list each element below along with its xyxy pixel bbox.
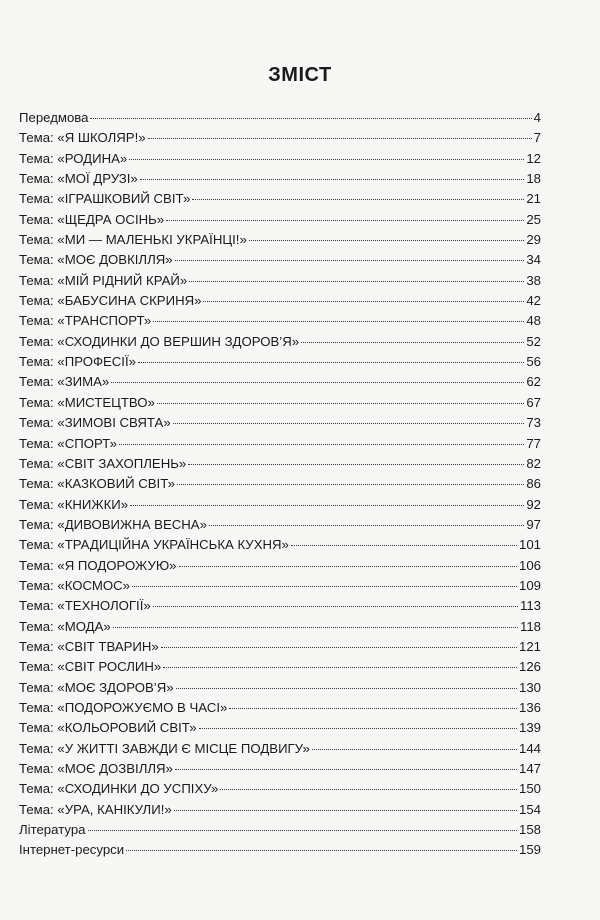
toc-entry-title: Інтернет-ресурси — [19, 842, 125, 858]
toc-page-number: 118 — [519, 618, 541, 634]
toc-entry-title: Тема: «ТРАНСПОРТ» — [19, 313, 152, 329]
toc-entry-title: Тема: «РОДИНА» — [19, 150, 128, 166]
toc-entry-title: Тема: «ПРОФЕСІЇ» — [19, 354, 136, 370]
dot-leader — [111, 382, 524, 383]
toc-page-number: 62 — [526, 374, 541, 390]
toc-entry-title: Передмова — [19, 110, 89, 125]
toc-page-number: 92 — [526, 496, 541, 512]
dot-leader — [119, 444, 524, 445]
toc-entry — [19, 576, 541, 596]
toc-entry-title: Тема: «ЗИМОВІ СВЯТА» — [19, 415, 171, 431]
toc-entry-title: Тема: «МОЇ ДРУЗІ» — [19, 171, 138, 187]
toc-entry-title: Тема: «СХОДИНКИ ДО УСПІХУ» — [19, 781, 219, 797]
toc-page-number: 25 — [526, 211, 541, 227]
toc-entry-title: Тема: «ТРАДИЦІЙНА УКРАЇНСЬКА КУХНЯ» — [19, 537, 289, 553]
dot-leader — [140, 179, 525, 180]
toc-entry — [19, 495, 541, 515]
dot-leader — [129, 159, 524, 160]
toc-page-number: 48 — [526, 313, 541, 329]
dot-leader — [209, 525, 524, 526]
toc-entry — [19, 372, 541, 392]
dot-leader — [312, 749, 517, 750]
toc-entry-title: Тема: «Я ПОДОРОЖУЮ» — [19, 557, 177, 573]
toc-entry-title: Тема: «КНИЖКИ» — [19, 496, 129, 512]
dot-leader — [301, 342, 524, 343]
toc-entry — [19, 271, 541, 291]
toc-entry — [19, 413, 541, 433]
toc-entry-title: Тема: «ЗИМА» — [19, 374, 110, 390]
toc-entry-title: Тема: «СВІТ РОСЛИН» — [19, 659, 162, 675]
toc-page-number: 77 — [526, 435, 541, 451]
dot-leader — [90, 118, 531, 119]
toc-entry — [19, 434, 541, 454]
dot-leader — [188, 464, 524, 465]
toc-page-number: 144 — [518, 740, 541, 756]
toc-page-number: 82 — [526, 455, 541, 471]
dot-leader — [179, 566, 517, 567]
toc-entry-title: Тема: «СВІТ ЗАХОПЛЕНЬ» — [19, 455, 187, 471]
toc-page-number: 67 — [526, 394, 541, 410]
dot-leader — [173, 423, 525, 424]
toc-entry — [19, 393, 541, 413]
dot-leader — [291, 545, 517, 546]
dot-leader — [113, 627, 518, 628]
toc-page-number: 113 — [519, 598, 541, 614]
toc-entry-title: Тема: «Я ШКОЛЯР!» — [19, 130, 146, 146]
toc-entry — [19, 515, 541, 535]
dot-leader — [157, 403, 524, 404]
toc-entry-title: Тема: «МОЄ ЗДОРОВ’Я» — [19, 679, 174, 695]
toc-entry — [19, 149, 541, 169]
dot-leader — [229, 708, 517, 709]
toc-page-number: 18 — [526, 171, 541, 187]
toc-entry-title: Тема: «ДИВОВИЖНА ВЕСНА» — [19, 516, 207, 532]
toc-page-number: 150 — [518, 781, 541, 797]
toc-entry-title: Тема: «МІЙ РІДНИЙ КРАЙ» — [19, 272, 188, 288]
dot-leader — [166, 220, 524, 221]
toc-page-number: 38 — [526, 272, 541, 288]
page-title: ЗМІСТ — [268, 64, 332, 86]
toc-entry — [19, 840, 541, 860]
toc-entry-title: Тема: «МОЄ ДОВКІЛЛЯ» — [19, 252, 173, 268]
toc-entry — [19, 230, 541, 250]
toc-page-number: 159 — [518, 842, 541, 858]
dot-leader — [88, 830, 517, 831]
toc-entry — [19, 189, 541, 209]
toc-entry — [19, 820, 541, 840]
dot-leader — [192, 199, 524, 200]
toc-page-number: 73 — [526, 415, 541, 431]
toc-entry — [19, 128, 541, 148]
toc-entry-title: Тема: «ЩЕДРА ОСІНЬ» — [19, 211, 165, 227]
toc-entry-title: Тема: «МИ — МАЛЕНЬКІ УКРАЇНЦІ!» — [19, 232, 247, 248]
toc-entry — [19, 759, 541, 779]
toc-entry — [19, 657, 541, 677]
toc-entry-title: Тема: «БАБУСИНА СКРИНЯ» — [19, 293, 202, 309]
toc-entry-title: Тема: «КОСМОС» — [19, 577, 130, 593]
toc-page-number: 29 — [526, 232, 541, 248]
dot-leader — [175, 260, 525, 261]
toc-entry — [19, 535, 541, 555]
toc-page-number: 158 — [518, 822, 541, 838]
toc-entry — [19, 779, 541, 799]
toc-entry — [19, 352, 541, 372]
toc-page-number: 109 — [518, 577, 541, 593]
toc-entry-title: Тема: «СВІТ ТВАРИН» — [19, 638, 159, 654]
dot-leader — [126, 850, 517, 851]
toc-entry-title: Тема: «СХОДИНКИ ДО ВЕРШИН ЗДОРОВ’Я» — [19, 333, 300, 349]
toc-entry-title: Тема: «КОЛЬОРОВИЙ СВІТ» — [19, 720, 197, 736]
dot-leader — [220, 789, 517, 790]
toc-entry — [19, 718, 541, 738]
toc-page-number: 101 — [518, 537, 541, 553]
dot-leader — [177, 484, 524, 485]
toc-page-number: 86 — [526, 476, 541, 492]
toc-page-number: 12 — [526, 150, 541, 166]
toc-entry-title: Література — [19, 822, 86, 838]
toc-page-number: 21 — [526, 191, 541, 207]
toc-entry-title: Тема: «КАЗКОВИЙ СВІТ» — [19, 476, 176, 492]
dot-leader — [153, 606, 518, 607]
dot-leader — [189, 281, 524, 282]
dot-leader — [130, 505, 524, 506]
dot-leader — [175, 769, 517, 770]
toc-page-number: 97 — [526, 516, 541, 532]
toc-page-number: 136 — [518, 699, 541, 715]
toc-page-number: 52 — [526, 333, 541, 349]
toc-entry — [19, 169, 541, 189]
toc-page-number: 106 — [518, 557, 541, 573]
toc-entry — [19, 210, 541, 230]
toc-entry-title: Тема: «СПОРТ» — [19, 435, 117, 451]
toc-entry — [19, 108, 541, 128]
toc-entry-title: Тема: «УРА, КАНІКУЛИ!» — [19, 801, 172, 817]
toc-page-number: 7 — [533, 130, 541, 146]
toc-page-number: 121 — [518, 638, 541, 654]
toc-entry-title: Тема: «МОДА» — [19, 618, 111, 634]
toc-page-number: 4 — [533, 110, 541, 125]
toc-entry — [19, 474, 541, 494]
dot-leader — [163, 667, 517, 668]
toc-entry — [19, 698, 541, 718]
toc-page-number: 34 — [526, 252, 541, 268]
dot-leader — [174, 810, 517, 811]
toc-entry — [19, 250, 541, 270]
toc-entry — [19, 556, 541, 576]
toc-entry-title: Тема: «ПОДОРОЖУЄМО В ЧАСІ» — [19, 699, 228, 715]
dot-leader — [249, 240, 525, 241]
toc-entry-title: Тема: «МИСТЕЦТВО» — [19, 394, 155, 410]
dot-leader — [199, 728, 517, 729]
toc-entry — [19, 739, 541, 759]
dot-leader — [138, 362, 524, 363]
toc-entry — [19, 617, 541, 637]
toc-entry — [19, 596, 541, 616]
toc-entry — [19, 291, 541, 311]
toc-entry — [19, 332, 541, 352]
toc-entry — [19, 678, 541, 698]
toc-entry-title: Тема: «МОЄ ДОЗВІЛЛЯ» — [19, 761, 173, 776]
toc-entry — [19, 637, 541, 657]
toc-entry — [19, 800, 541, 820]
toc-page-number: 126 — [518, 659, 541, 675]
toc-entry-title: Тема: «У ЖИТТІ ЗАВЖДИ Є МІСЦЕ ПОДВИГУ» — [19, 740, 310, 756]
dot-leader — [203, 301, 524, 302]
dot-leader — [132, 586, 517, 587]
toc-page-number: 147 — [518, 761, 541, 776]
dot-leader — [161, 647, 517, 648]
toc-entry — [19, 311, 541, 331]
toc-page-number: 56 — [526, 354, 541, 370]
toc-entry — [19, 454, 541, 474]
toc-page-number: 139 — [518, 720, 541, 736]
toc-page-number: 42 — [526, 293, 541, 309]
toc-page-number: 154 — [518, 801, 541, 817]
toc-entry-title: Тема: «ІГРАШКОВИЙ СВІТ» — [19, 191, 191, 207]
toc-entry-title: Тема: «ТЕХНОЛОГІЇ» — [19, 598, 151, 614]
dot-leader — [176, 688, 517, 689]
toc-page-number: 130 — [518, 679, 541, 695]
dot-leader — [153, 321, 524, 322]
dot-leader — [148, 138, 532, 139]
table-of-contents — [19, 108, 541, 861]
